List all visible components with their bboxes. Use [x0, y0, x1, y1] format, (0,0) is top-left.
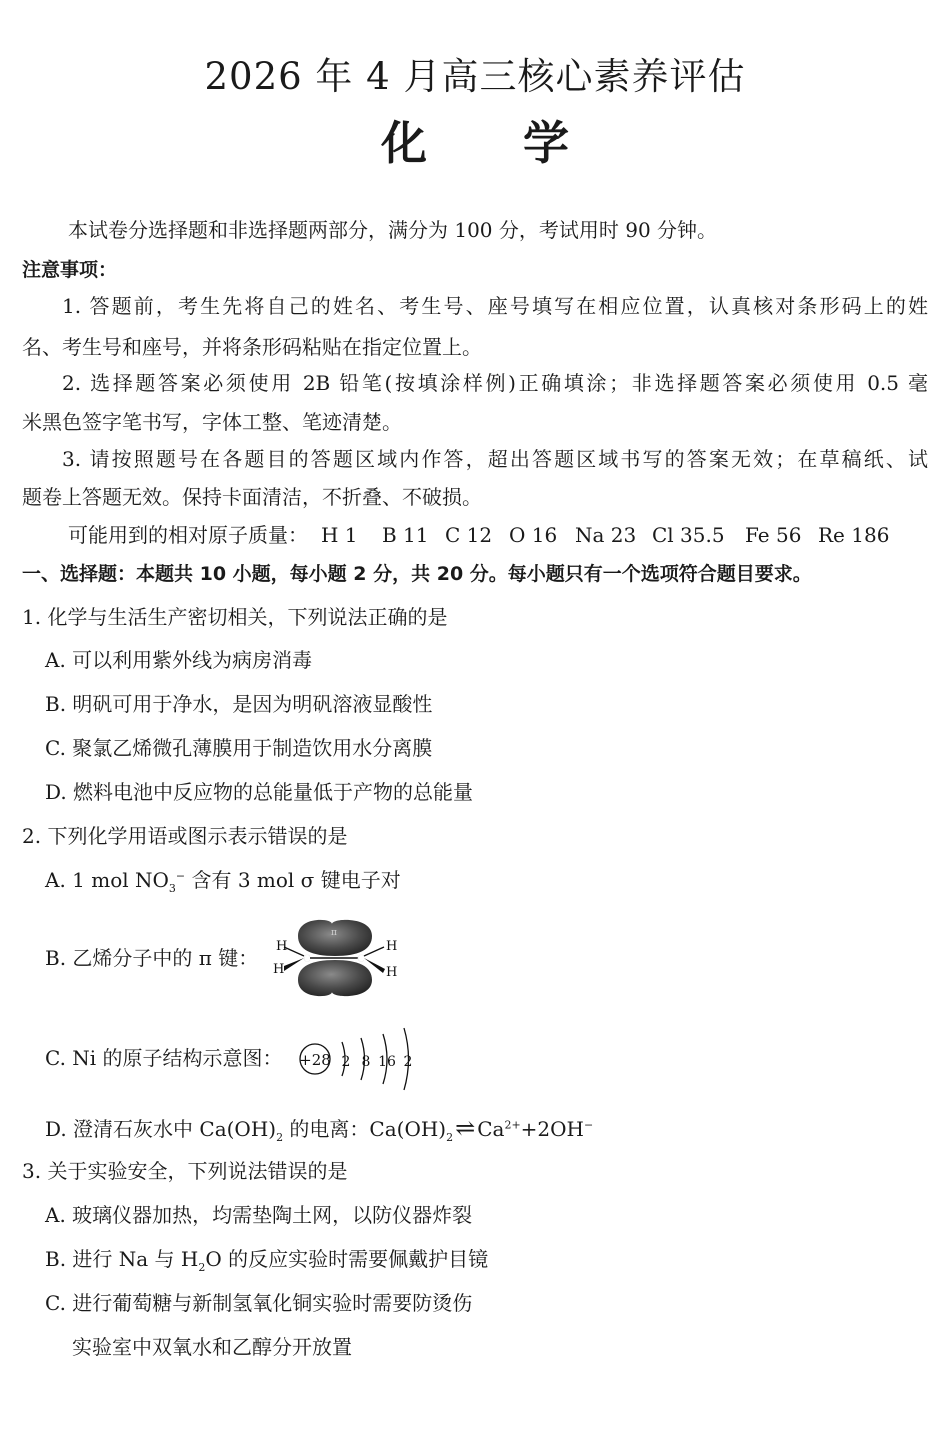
- notice-item-3a: 3. 请按照题号在各题目的答题区域内作答，超出答题区域书写的答案无效；在草稿纸、试: [62, 447, 928, 471]
- ni-atomic-structure: [294, 1024, 424, 1094]
- q3-stem: 3. 关于实验安全，下列说法错误的是: [22, 1159, 348, 1183]
- atomic-mass-o: O 16: [509, 523, 558, 547]
- shell-count-4: 2: [403, 1054, 413, 1070]
- h-top-left: H: [276, 939, 288, 954]
- atomic-mass-label: 可能用到的相对原子质量：: [68, 523, 308, 547]
- q2-d-sup2: −: [584, 1118, 594, 1132]
- q2-option-b: B. 乙烯分子中的 π 键：: [45, 946, 259, 970]
- q3-option-d: 实验室中双氧水和乙醇分开放置: [72, 1335, 352, 1359]
- q2-option-a: [45, 868, 401, 895]
- notice-item-1b: 名、考生号和座号，并将条形码粘贴在指定位置上。: [22, 335, 482, 359]
- q2-d-post: +2OH: [520, 1117, 584, 1141]
- q1-option-a: A. 可以利用紫外线为病房消毒: [45, 648, 313, 672]
- atomic-mass-b: B 11: [382, 523, 429, 547]
- equilibrium-arrow: ⇌: [455, 1114, 476, 1142]
- atomic-mass-cl: Cl 35.5: [652, 523, 725, 547]
- q2-a-text-end: 含有 3 mol σ 键电子对: [185, 868, 401, 892]
- wedge-left: [284, 958, 304, 971]
- notice-item-2b: 米黑色签字笔书写，字体工整、笔迹清楚。: [22, 410, 402, 434]
- shell-count-3: 16: [378, 1054, 396, 1070]
- q1-option-d: D. 燃料电池中反应物的总能量低于产物的总能量: [45, 780, 474, 804]
- q2-a-sup: −: [175, 869, 186, 883]
- carbon-left: C: [303, 954, 311, 965]
- q3-option-c: C. 进行葡萄糖与新制氢氧化铜实验时需要防烫伤: [45, 1291, 473, 1315]
- q2-d-mid: 的电离：Ca(OH): [283, 1117, 447, 1141]
- exam-title: 2026 年 4 月高三核心素养评估: [204, 55, 746, 98]
- h-top-right: H: [386, 939, 398, 954]
- q1-stem: 1. 化学与生活生产密切相关，下列说法正确的是: [22, 605, 448, 629]
- q2-stem: 2. 下列化学用语或图示表示错误的是: [22, 824, 348, 848]
- q2-d-sub1: 2: [276, 1131, 284, 1144]
- q2-d-sub2: 2: [446, 1131, 454, 1144]
- shell-count-1: 2: [341, 1054, 351, 1070]
- pi-label: π: [331, 928, 337, 938]
- q3-option-a: A. 玻璃仪器加热，均需垫陶土网，以防仪器炸裂: [45, 1203, 473, 1227]
- h-bottom-right: H: [386, 965, 398, 980]
- q2-option-d: [45, 1114, 594, 1144]
- subject-title: 化 学: [380, 116, 609, 170]
- q2-d-ion1: Ca: [477, 1117, 505, 1141]
- bond-right-up: [364, 947, 384, 956]
- q1-option-b: B. 明矾可用于净水，是因为明矾溶液显酸性: [45, 692, 433, 716]
- pi-lobe-bottom: [298, 960, 372, 996]
- q2-d-text: D. 澄清石灰水中 Ca(OH): [45, 1117, 277, 1141]
- shell-count-2: 8: [361, 1054, 371, 1070]
- atomic-mass-na: Na 23: [575, 523, 637, 547]
- intro-text: 本试卷分选择题和非选择题两部分，满分为 100 分，考试用时 90 分钟。: [68, 218, 718, 242]
- q3-b-text: B. 进行 Na 与 H: [45, 1247, 199, 1271]
- q2-d-sup1: 2+: [504, 1118, 521, 1132]
- q3-option-b: [45, 1247, 489, 1274]
- h-bottom-left: H: [273, 962, 285, 977]
- nucleus-charge: +28: [299, 1051, 331, 1069]
- q2-option-c: C. Ni 的原子结构示意图：: [45, 1046, 283, 1070]
- q3-b-sub: 2: [198, 1261, 206, 1274]
- notice-item-2a: 2. 选择题答案必须使用 2B 铅笔(按填涂样例)正确填涂；非选择题答案必须使用 0.5 毫: [62, 371, 928, 395]
- q1-option-c: C. 聚氯乙烯微孔薄膜用于制造饮用水分离膜: [45, 736, 433, 760]
- ethylene-pi-bond-figure: [262, 914, 412, 1004]
- notice-item-1a: 1. 答题前，考生先将自己的姓名、考生号、座号填写在相应位置，认真核对条形码上的姓: [62, 294, 928, 318]
- q2-a-sub: 3: [168, 882, 176, 895]
- section-1-heading: 一、选择题：本题共 10 小题，每小题 2 分，共 20 分。每小题只有一个选项符合题目要求。: [22, 563, 812, 585]
- notice-item-3b: 题卷上答题无效。保持卡面清洁，不折叠、不破损。: [22, 485, 482, 509]
- atomic-mass-fe: Fe 56: [745, 523, 802, 547]
- carbon-right: C: [357, 954, 365, 965]
- atomic-mass-c: C 12: [445, 523, 493, 547]
- atomic-mass-h: H 1: [321, 523, 358, 547]
- q2-a-text: A. 1 mol NO: [45, 868, 169, 892]
- q3-b-text-end: O 的反应实验时需要佩戴护目镜: [205, 1247, 489, 1271]
- atomic-mass-re: Re 186: [818, 523, 890, 547]
- notice-heading: 注意事项：: [22, 259, 118, 281]
